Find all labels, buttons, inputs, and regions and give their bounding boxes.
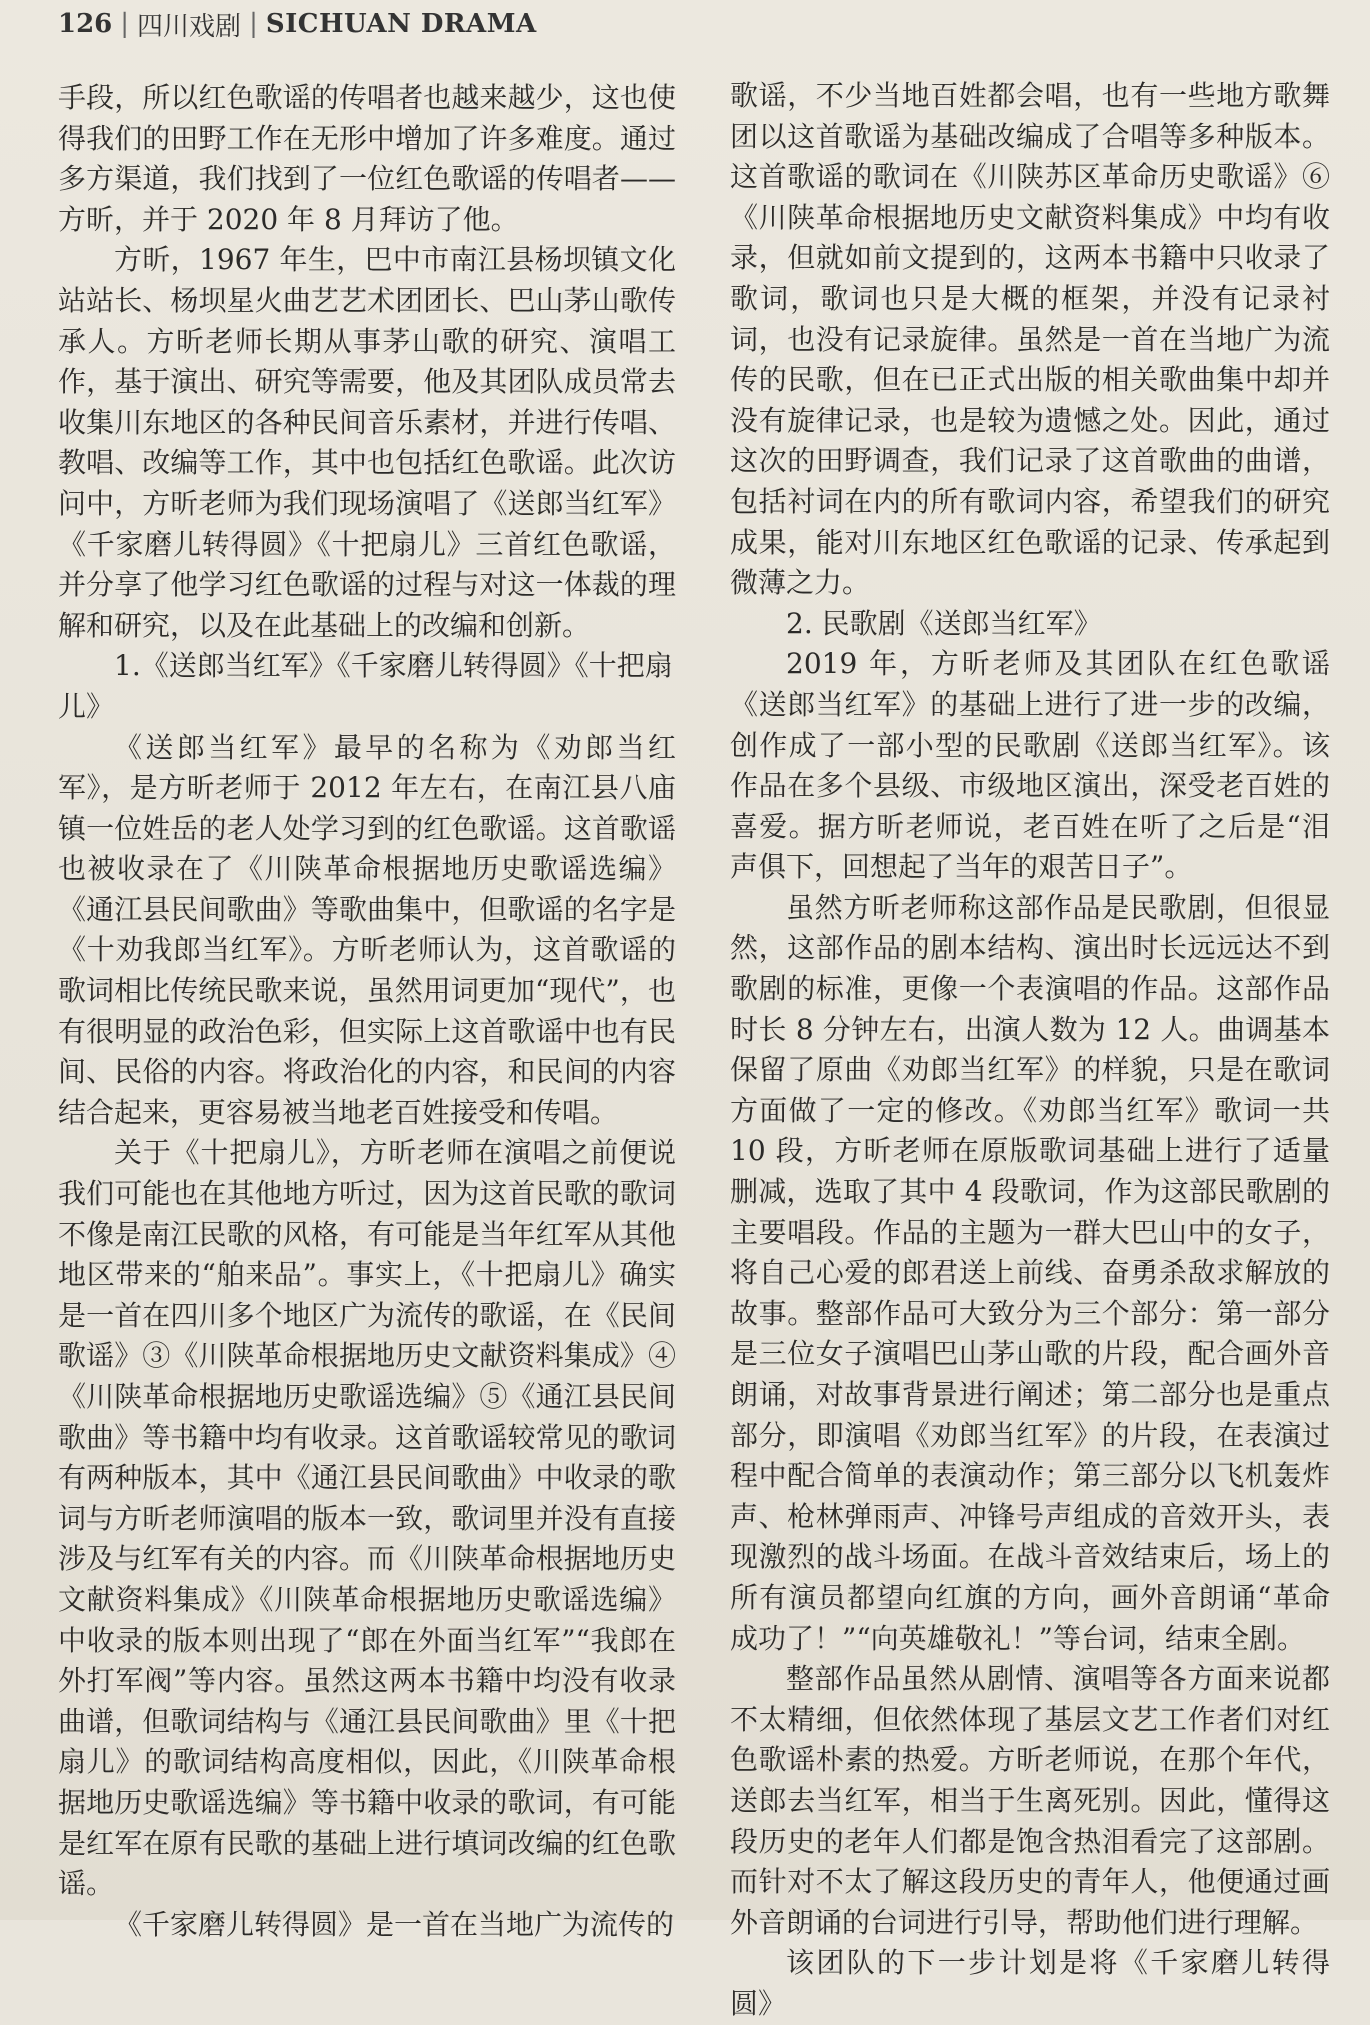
paragraph: 歌谣，不少当地百姓都会唱，也有一些地方歌舞团以这首歌谣为基础改编成了合唱等多种版本。这首歌谣的歌词在《川陕苏区革命历史歌谣》⑥《川陕革命根据地历史文献资料集成》中均有收录，但就如前文提到的，这两本书籍中只收录了歌词，歌词也只是大概的框架，并没有记录衬词，也没有记录旋律。虽然是一首在当地广为流传的民歌，但在已正式出版的相关歌曲集中却并没有旋律记录，也是较为遗憾之处。因此，通过这次的田野调查，我们记录了这首歌曲的曲谱，包括衬词在内的所有歌词内容，希望我们的研究成果，能对川东地区红色歌谣的记录、传承起到微薄之力。 <box>730 79 1330 600</box>
paragraph: 手段，所以红色歌谣的传唱者也越来越少，这也使得我们的田野工作在无形中增加了许多难度。通过多方渠道，我们找到了一位红色歌谣的传唱者——方昕，并于 2020 年 8 月拜访了他。 <box>58 81 676 236</box>
paragraph: 关于《十把扇儿》，方昕老师在演唱之前便说我们可能也在其他地方听过，因为这首民歌的歌词不像是南江民歌的风格，有可能是当年红军从其他地区带来的“舶来品”。事实上，《十把扇儿》确实是一首在四川多个地区广为流传的歌谣，在《民间歌谣》③《川陕革命根据地历史文献资料集成》④《川陕革命根据地历史歌谣选编》⑤《通江县民间歌曲》等书籍中均有收录。这首歌谣较常见的歌词有两种版本，其中《通江县民间歌曲》中收录的歌词与方昕老师演唱的版本一致，歌词里并没有直接涉及与红军有关的内容。而《川陕革命根据地历史文献资料集成》《川陕革命根据地历史歌谣选编》中收录的版本则出现了“郎在外面当红军”“我郎在外打军阀”等内容。虽然这两本书籍中均没有收录曲谱，但歌词结构与《通江县民间歌曲》里《十把扇儿》的歌词结构高度相似，因此，《川陕革命根据地历史歌谣选编》等书籍中收录的歌词，有可能是红军在原有民歌的基础上进行填词改编的红色歌谣。 <box>58 1136 676 1901</box>
paragraph: 《送郎当红军》最早的名称为《劝郎当红军》，是方昕老师于 2012 年左右，在南江县八庙镇一位姓岳的老人处学习到的红色歌谣。这首歌谣也被收录在了《川陕革命根据地历史歌谣选编》《通江县民间歌曲》等歌曲集中，但歌谣的名字是《十劝我郎当红军》。方昕老师认为，这首歌谣的歌词相比传统民歌来说，虽然用词更加“现代”，也有很明显的政治色彩，但实际上这首歌谣中也有民间、民俗的内容。将政治化的内容，和民间的内容结合起来，更容易被当地老百姓接受和传唱。 <box>58 730 676 1129</box>
paragraph: 方昕，1967 年生，巴中市南江县杨坝镇文化站站长、杨坝星火曲艺艺术团团长、巴山茅山歌传承人。方昕老师长期从事茅山歌的研究、演唱工作，基于演出、研究等需要，他及其团队成员常去收集川东地区的各种民间音乐素材，并进行传唱、教唱、改编等工作，其中也包括红色歌谣。此次访问中，方昕老师为我们现场演唱了《送郎当红军》《千家磨儿转得圆》《十把扇儿》三首红色歌谣，并分享了他学习红色歌谣的过程与对这一体裁的理解和研究，以及在此基础上的改编和创新。 <box>58 243 676 642</box>
section-heading: 2. 民歌剧《送郎当红军》 <box>786 606 1102 640</box>
paragraph: 2019 年，方昕老师及其团队在红色歌谣《送郎当红军》的基础上进行了进一步的改编，创作成了一部小型的民歌剧《送郎当红军》。该作品在多个县级、市级地区演出，深受老百姓的喜爱。据方昕老师说，老百姓在听了之后是“泪声俱下，回想起了当年的艰苦日子”。 <box>730 647 1330 884</box>
paragraph: 《千家磨儿转得圆》是一首在当地广为流传的 <box>114 1907 675 1941</box>
header-divider: | <box>249 9 258 39</box>
journal-title-en: SICHUAN DRAMA <box>265 9 537 39</box>
paragraph: 整部作品虽然从剧情、演唱等各方面来说都不太精细，但依然体现了基层文艺工作者们对红色歌谣朴素的热爱。方昕老师说，在那个年代，送郎去当红军，相当于生离死别。因此，懂得这段历史的老年人们都是饱含热泪看完了这部剧。而针对不太了解这段历史的青年人，他便通过画外音朗诵的台词进行引导，帮助他们进行理解。 <box>730 1662 1330 1939</box>
left-column <box>58 78 676 1941</box>
header-divider: | <box>120 9 130 39</box>
right-column <box>730 76 1330 2020</box>
page-number: 126 <box>58 9 113 39</box>
article-body <box>58 78 1334 2020</box>
paragraph: 该团队的下一步计划是将《千家磨儿转得圆》 <box>730 1946 1330 2020</box>
section-heading: 1.《送郎当红军》《千家磨儿转得圆》《十把扇儿》 <box>58 649 673 723</box>
paragraph: 虽然方昕老师称这部作品是民歌剧，但很显然，这部作品的剧本结构、演出时长远远达不到歌剧的标准，更像一个表演唱的作品。这部作品时长 8 分钟左右，出演人数为 12 人。曲调基本保留了原曲《劝郎当红军》的样貌，只是在歌词方面做了一定的修改。《劝郎当红军》歌词一共 10 段，方昕老师在原版歌词基础上进行了适量删减，选取了其中 4 段歌词，作为这部民歌剧的主要唱段。作品的主题为一群大巴山中的女子，将自己心爱的郎君送上前线、奋勇杀敌求解放的故事。整部作品可大致分为三个部分：第一部分是三位女子演唱巴山茅山歌的片段，配合画外音朗诵，对故事背景进行阐述；第二部分也是重点部分，即演唱《劝郎当红军》的片段，在表演过程中配合简单的表演动作；第三部分以飞机轰炸声、枪林弹雨声、冲锋号声组成的音效开头，表现激烈的战斗场面。在战斗音效结束后，场上的所有演员都望向红旗的方向，画外音朗诵“革命成功了！”“向英雄敬礼！”等台词，结束全剧。 <box>730 890 1330 1655</box>
journal-title-cn: 四川戏剧 <box>137 11 242 42</box>
running-header <box>58 4 537 44</box>
